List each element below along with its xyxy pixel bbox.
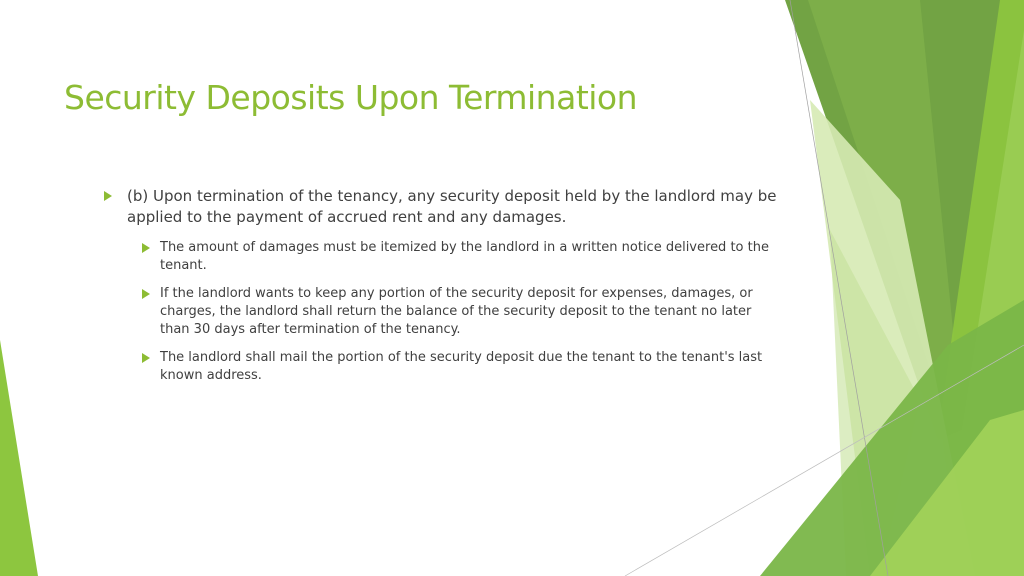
sub-bullet-text: If the landlord wants to keep any portion of the security deposit for expenses, damages, or charges, the landlord shall return the balance of the security deposit to the tenant no later than 30 days after termination of the tenancy. [160,286,753,337]
sub-bullet-text: The landlord shall mail the portion of the security deposit due the tenant to the tenant's last known address. [160,350,763,383]
sub-bullet-text: The amount of damages must be itemized by the landlord in a written notice delivered to the tenant. [160,240,769,273]
left-edge-sliver-shape [0,340,38,576]
bullet-arrow-icon [142,243,150,253]
bullet-arrow-icon [142,289,150,299]
sub-bullet-item [142,239,780,275]
sub-bullet-item [142,349,780,385]
sub-bullet-item [142,285,780,339]
bullet-text: (b) Upon termination of the tenancy, any security deposit held by the landlord may be applied to the payment of accrued rent and any damages. [127,187,777,226]
bullet-arrow-icon [104,191,112,201]
slide-title: Security Deposits Upon Termination [64,78,638,117]
bullet-arrow-icon [142,353,150,363]
bullet-item [104,186,780,228]
bullet-list [104,186,780,395]
